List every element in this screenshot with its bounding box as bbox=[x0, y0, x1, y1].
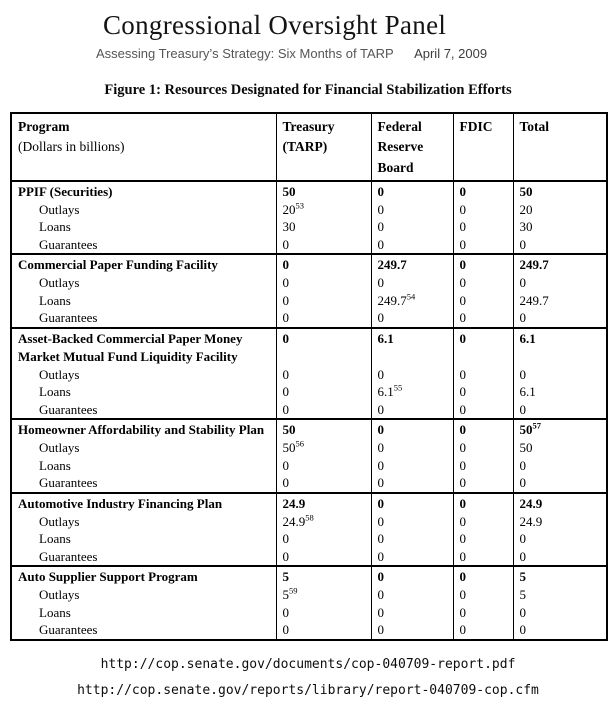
value-cell: 0 bbox=[371, 457, 453, 475]
value-cell: 24.9 bbox=[513, 493, 607, 513]
value-cell: 0 bbox=[371, 513, 453, 531]
program-detail-row bbox=[11, 383, 607, 401]
value-cell: 0 bbox=[276, 621, 371, 640]
figure-title: Figure 1: Resources Designated for Financial Stabilization Efforts bbox=[104, 82, 512, 98]
detail-label-cell: Guarantees bbox=[39, 310, 98, 326]
value-cell: 0 bbox=[371, 218, 453, 236]
program-name-cell: Homeowner Affordability and Stability Plan bbox=[11, 419, 276, 439]
detail-label-cell: Loans bbox=[39, 457, 71, 473]
value-cell: 0 bbox=[371, 201, 453, 219]
value-cell: 0 bbox=[371, 236, 453, 255]
value-cell: 0 bbox=[513, 401, 607, 420]
value-cell: 0 bbox=[371, 366, 453, 384]
program-group-row bbox=[11, 493, 607, 513]
value-cell: 0 bbox=[276, 383, 371, 401]
value-cell: 0 bbox=[513, 621, 607, 640]
detail-label-cell: Guarantees bbox=[39, 401, 98, 417]
value-cell: 0 bbox=[453, 274, 513, 292]
value-cell: 0 bbox=[453, 586, 513, 604]
value-cell: 0 bbox=[453, 604, 513, 622]
table-body bbox=[11, 181, 607, 640]
value-cell: 0 bbox=[453, 419, 513, 439]
value-cell: 0 bbox=[453, 383, 513, 401]
column-header-treasury: Treasury (TARP) bbox=[276, 113, 371, 181]
value-cell: 0 bbox=[276, 309, 371, 328]
footnote-reference: 55 bbox=[393, 383, 403, 393]
value-cell: 0 bbox=[453, 493, 513, 513]
value-cell: 0 bbox=[276, 457, 371, 475]
report-title: Congressional Oversight Panel bbox=[103, 10, 447, 40]
detail-label-cell: Guarantees bbox=[39, 548, 98, 564]
value-cell: 0 bbox=[513, 548, 607, 567]
program-group-row bbox=[11, 328, 607, 366]
program-name-cell: Asset-Backed Commercial Paper Money Market Mutual Fund Liquidity Facility bbox=[11, 328, 276, 366]
value-cell: 0 bbox=[453, 513, 513, 531]
footnote-reference: 59 bbox=[289, 586, 298, 596]
program-detail-row bbox=[11, 548, 607, 567]
detail-label-cell: Guarantees bbox=[39, 475, 98, 491]
value-cell: 5 bbox=[513, 586, 607, 604]
value-cell: 0 bbox=[453, 474, 513, 493]
value-cell: 5 bbox=[513, 566, 607, 586]
footnote-reference: 54 bbox=[406, 291, 416, 302]
program-detail-row bbox=[11, 401, 607, 420]
column-header-federal-reserve: Federal Reserve Board bbox=[371, 113, 453, 181]
value-cell: 0 bbox=[371, 309, 453, 328]
value-cell: 0 bbox=[453, 309, 513, 328]
program-detail-row bbox=[11, 201, 607, 219]
detail-label-cell: Loans bbox=[39, 384, 71, 400]
value-cell: 0 bbox=[276, 548, 371, 567]
program-detail-row bbox=[11, 621, 607, 640]
resources-table bbox=[10, 112, 608, 641]
value-cell: 0 bbox=[513, 457, 607, 475]
value-cell: 0 bbox=[276, 254, 371, 274]
value-cell: 0 bbox=[371, 530, 453, 548]
value-cell: 50 bbox=[276, 419, 371, 439]
value-cell: 0 bbox=[371, 401, 453, 420]
program-detail-row bbox=[11, 218, 607, 236]
program-detail-row bbox=[11, 309, 607, 328]
program-name-cell: PPIF (Securities) bbox=[11, 181, 276, 201]
report-header bbox=[0, 10, 616, 61]
value-cell: 0 bbox=[453, 254, 513, 274]
value-cell: $6.1^{55}$ bbox=[371, 383, 453, 401]
value-cell: 24.9$^{58}$ bbox=[276, 513, 371, 531]
program-detail-row bbox=[11, 292, 607, 310]
value-cell: 0 bbox=[513, 530, 607, 548]
detail-label-cell: Outlays bbox=[39, 366, 80, 382]
program-detail-row bbox=[11, 530, 607, 548]
detail-label-cell: Loans bbox=[39, 531, 71, 547]
value-cell: 0 bbox=[453, 530, 513, 548]
value-cell: 50 bbox=[276, 181, 371, 201]
value-cell: 0 bbox=[453, 621, 513, 640]
value-cell: 0 bbox=[453, 328, 513, 366]
value-cell: 249.7 bbox=[513, 254, 607, 274]
value-cell: 0 bbox=[276, 328, 371, 366]
column-header-program bbox=[11, 113, 276, 181]
detail-label-cell: Outlays bbox=[39, 275, 80, 291]
footnote-reference: 58 bbox=[305, 512, 314, 523]
value-cell: $20^{53}$ bbox=[276, 201, 371, 219]
program-group-row bbox=[11, 181, 607, 201]
value-cell: 0 bbox=[371, 419, 453, 439]
value-cell: 249.7 bbox=[371, 254, 453, 274]
detail-label-cell: Loans bbox=[39, 604, 71, 620]
detail-label-cell: Outlays bbox=[39, 587, 80, 603]
value-cell: 0 bbox=[276, 274, 371, 292]
value-cell: 0 bbox=[276, 604, 371, 622]
value-cell: 0 bbox=[371, 548, 453, 567]
value-cell: 0 bbox=[371, 586, 453, 604]
program-detail-row bbox=[11, 274, 607, 292]
value-cell: 30 bbox=[276, 218, 371, 236]
value-cell: 0 bbox=[371, 621, 453, 640]
value-cell: 0 bbox=[371, 181, 453, 201]
value-cell: 24.9 bbox=[513, 513, 607, 531]
program-group-row bbox=[11, 566, 607, 586]
report-url-pdf[interactable]: http://cop.senate.gov/documents/cop-040709-report.pdf bbox=[100, 656, 516, 672]
value-cell: 0 bbox=[513, 236, 607, 255]
detail-label-cell: Outlays bbox=[39, 201, 80, 217]
report-subtitle: Assessing Treasury’s Strategy: Six Months of TARP bbox=[96, 46, 394, 61]
footnote-reference: 53 bbox=[295, 200, 304, 211]
value-cell: 0 bbox=[513, 274, 607, 292]
value-cell: $5^{59}$ bbox=[276, 586, 371, 604]
value-cell: 249.7$^{54}$ bbox=[371, 292, 453, 310]
program-header-sublabel: (Dollars in billions) bbox=[18, 139, 125, 155]
program-header-label: Program bbox=[18, 119, 70, 134]
value-cell: 6.1 bbox=[513, 383, 607, 401]
detail-label-cell: Guarantees bbox=[39, 236, 98, 252]
value-cell: 5 bbox=[276, 566, 371, 586]
program-name-cell: Commercial Paper Funding Facility bbox=[11, 254, 276, 274]
program-group-row bbox=[11, 419, 607, 439]
program-detail-row bbox=[11, 236, 607, 255]
value-cell: 0 bbox=[371, 274, 453, 292]
footnote-reference: 57 bbox=[532, 420, 541, 431]
value-cell: $50^{56}$ bbox=[276, 439, 371, 457]
report-url-cfm[interactable]: http://cop.senate.gov/reports/library/report-040709-cop.cfm bbox=[77, 682, 539, 698]
program-detail-row bbox=[11, 366, 607, 384]
program-detail-row bbox=[11, 604, 607, 622]
program-group-row bbox=[11, 254, 607, 274]
detail-label-cell: Loans bbox=[39, 292, 71, 308]
value-cell: 0 bbox=[453, 236, 513, 255]
value-cell: 6.1 bbox=[513, 328, 607, 366]
value-cell: 0 bbox=[453, 401, 513, 420]
program-detail-row bbox=[11, 439, 607, 457]
report-footer bbox=[0, 657, 616, 699]
program-name-cell: Auto Supplier Support Program bbox=[11, 566, 276, 586]
value-cell: 0 bbox=[453, 201, 513, 219]
value-cell: 249.7 bbox=[513, 292, 607, 310]
program-detail-row bbox=[11, 586, 607, 604]
value-cell: 0 bbox=[453, 548, 513, 567]
value-cell: 50 bbox=[513, 181, 607, 201]
value-cell: 0 bbox=[276, 474, 371, 493]
value-cell: 20 bbox=[513, 201, 607, 219]
program-detail-row bbox=[11, 513, 607, 531]
value-cell: 0 bbox=[453, 439, 513, 457]
detail-label-cell: Outlays bbox=[39, 440, 80, 456]
program-detail-row bbox=[11, 474, 607, 493]
value-cell: 0 bbox=[276, 366, 371, 384]
value-cell: 0 bbox=[513, 474, 607, 493]
value-cell: 0 bbox=[453, 181, 513, 201]
document-page bbox=[0, 10, 616, 719]
value-cell: 24.9 bbox=[276, 493, 371, 513]
program-detail-row bbox=[11, 457, 607, 475]
value-cell: $50^{57}$ bbox=[513, 419, 607, 439]
value-cell: 50 bbox=[513, 439, 607, 457]
value-cell: 0 bbox=[371, 604, 453, 622]
value-cell: 30 bbox=[513, 218, 607, 236]
value-cell: 0 bbox=[453, 366, 513, 384]
value-cell: 0 bbox=[276, 236, 371, 255]
footnote-reference: 56 bbox=[295, 439, 304, 449]
table-header-row bbox=[11, 113, 607, 181]
value-cell: 0 bbox=[371, 566, 453, 586]
value-cell: 0 bbox=[276, 401, 371, 420]
value-cell: 6.1 bbox=[371, 328, 453, 366]
value-cell: 0 bbox=[513, 309, 607, 328]
value-cell: 0 bbox=[513, 366, 607, 384]
value-cell: 0 bbox=[276, 530, 371, 548]
value-cell: 0 bbox=[371, 493, 453, 513]
value-cell: 0 bbox=[513, 604, 607, 622]
report-date: April 7, 2009 bbox=[414, 46, 488, 61]
column-header-total: Total bbox=[513, 113, 607, 181]
value-cell: 0 bbox=[371, 439, 453, 457]
program-name-cell: Automotive Industry Financing Plan bbox=[11, 493, 276, 513]
value-cell: 0 bbox=[453, 218, 513, 236]
value-cell: 0 bbox=[371, 474, 453, 493]
report-subtitle-row bbox=[96, 46, 616, 61]
detail-label-cell: Loans bbox=[39, 219, 71, 235]
detail-label-cell: Guarantees bbox=[39, 622, 98, 638]
value-cell: 0 bbox=[453, 566, 513, 586]
detail-label-cell: Outlays bbox=[39, 513, 80, 529]
value-cell: 0 bbox=[453, 292, 513, 310]
column-header-fdic: FDIC bbox=[453, 113, 513, 181]
value-cell: 0 bbox=[276, 292, 371, 310]
value-cell: 0 bbox=[453, 457, 513, 475]
